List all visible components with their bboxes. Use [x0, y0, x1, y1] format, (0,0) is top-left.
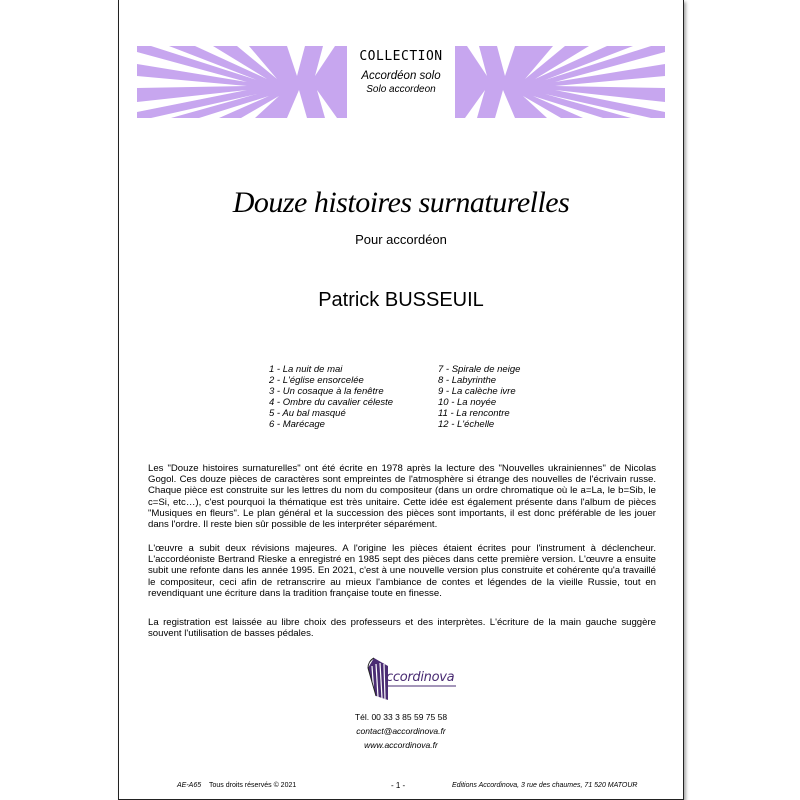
logo-wordmark: ccordinova — [386, 670, 455, 685]
piece-item: 5 - Au bal masqué — [269, 408, 346, 419]
piece-item: 7 - Spirale de neige — [438, 364, 521, 375]
piece-item: 12 - L'échelle — [438, 419, 495, 430]
collection-label-box — [347, 46, 455, 118]
piece-item: 2 - L'église ensorcelée — [269, 375, 364, 386]
description-paragraph-revisions: L'œuvre a subit deux révisions majeures. A l'origine les pièces étaient écrites pour l'instrument à déclencheur. L'accordéoniste Bertrand Rieske a enregistré en 1985 sept des pièces dans cette première version. L'œuvre a ensuite subit une refonte dans les année 1995. En 2021, c'est à une nouvelle version plus construite et cohérente qu'a travaillé le compositeur, ceci afin de retranscrire au mieux l'ambiance de contes et légendes de la vieille Russie, tout en revendiquant une écriture dans la tradition française toute en finesse. — [148, 543, 656, 599]
series-name-fr: Accordéon solo — [361, 70, 441, 82]
pieces-list-left — [269, 364, 393, 430]
piece-item: 9 - La calèche ivre — [438, 386, 516, 397]
collection-banner — [137, 46, 665, 118]
pieces-list-right — [438, 364, 520, 430]
piece-item: 1 - La nuit de mai — [269, 364, 343, 375]
catalog-code: AE-A65 — [177, 782, 202, 789]
work-subtitle: Pour accordéon — [355, 232, 447, 247]
contact-phone: Tél. 00 33 3 85 59 75 58 — [354, 712, 448, 722]
piece-item: 10 - La noyée — [438, 397, 497, 408]
contact-email-link[interactable]: contact@accordinova.fr — [356, 726, 446, 736]
composer-name: Patrick BUSSEUIL — [318, 289, 484, 311]
collection-label: COLLECTION — [359, 49, 443, 64]
piece-item: 8 - Labyrinthe — [438, 375, 497, 386]
publisher-address: Editions Accordinova, 3 rue des chaumes, 71 520 MATOUR — [452, 782, 638, 789]
copyright-notice: Tous droits réservés © 2021 — [209, 782, 297, 789]
accordinova-logo — [364, 656, 459, 704]
page-number: - 1 - — [391, 781, 406, 790]
piece-item: 6 - Marécage — [269, 419, 325, 430]
work-title: Douze histoires surnaturelles — [232, 186, 570, 219]
series-name-en: Solo accordeon — [366, 84, 436, 95]
piece-item: 4 - Ombre du cavalier céleste — [269, 397, 394, 408]
description-paragraph-history: Les "Douze histoires surnaturelles" ont été écrite en 1978 après la lecture des "Nouvelles ukrainiennes" de Nicolas Gogol. Ces douze pièces de caractères sont empreintes de l'atmosphère si étrange des nouvelles de l'écrivain russe. Chaque pièce est construite sur les lettres du nom du compositeur (dans un ordre chromatique où le a=La, le b=Sib, le c=Si, etc…), c'est pourquoi la thématique est très unitaire. Cette idée est également présente dans l'album de pièces "Musiques en fleurs". Le plan général et la succession des pièces sont importants, il est donc préférable de les jouer dans l'ordre. Il reste bien sûr possible de les interpréter séparément. — [148, 463, 656, 531]
piece-item: 11 - La rencontre — [438, 408, 510, 419]
description-paragraph-registration: La registration est laissée au libre choix des professeurs et des interprètes. L'écriture de la main gauche suggère souvent l'utilisation de basses pédales. — [148, 617, 656, 640]
piece-item: 3 - Un cosaque à la fenêtre — [269, 386, 384, 397]
contact-website-link[interactable]: www.accordinova.fr — [364, 740, 438, 750]
score-cover-page — [118, 0, 684, 800]
